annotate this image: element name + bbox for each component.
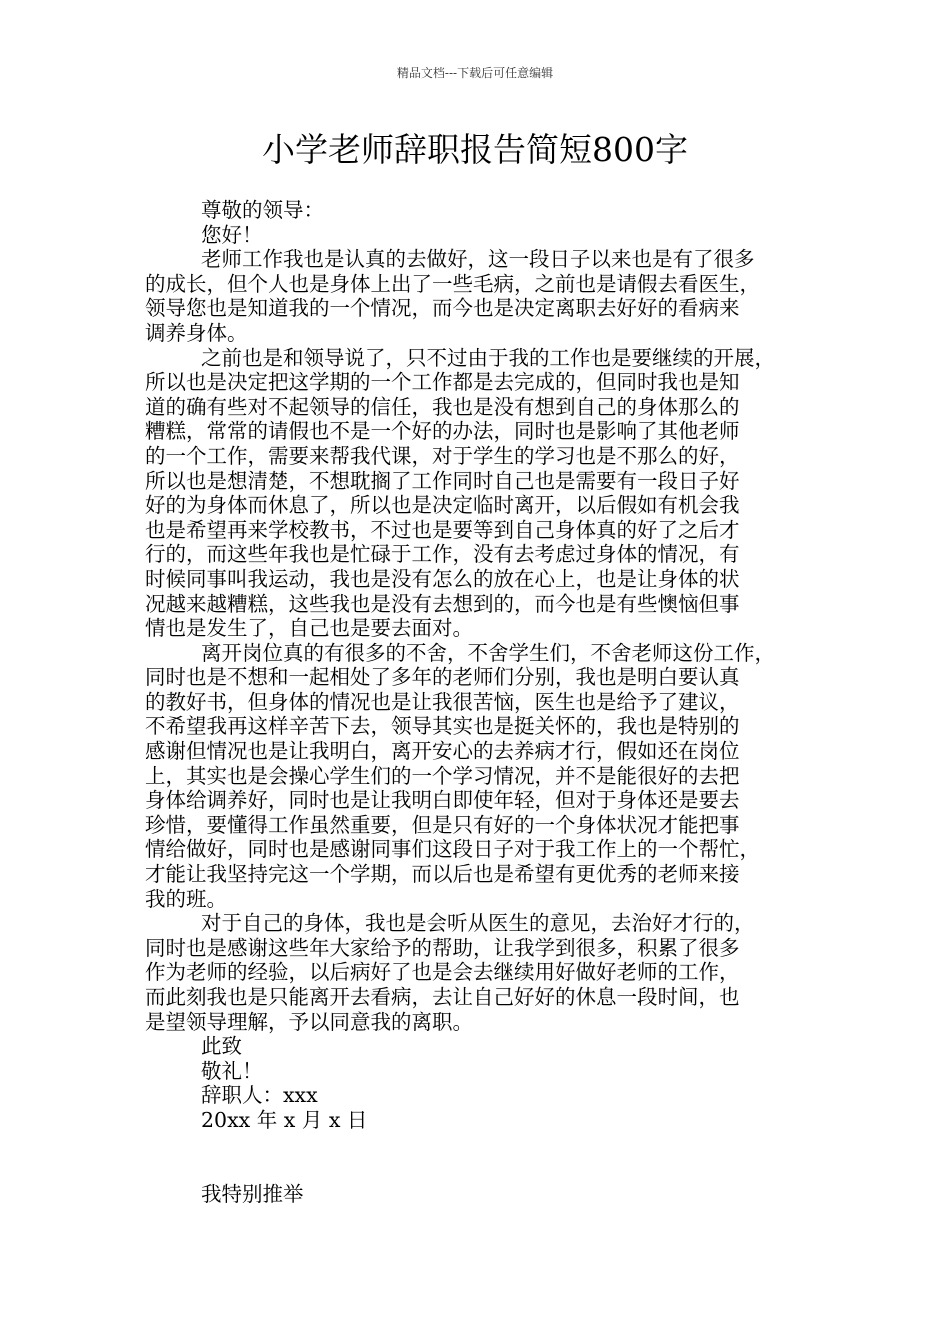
date: 20xx 年 x 月 x 日 xyxy=(201,1107,368,1132)
paragraph-line: 感谢但情况也是让我明白，离开安心的去养病才行，假如还在岗位 xyxy=(145,739,740,764)
blank-space xyxy=(145,1133,807,1182)
paragraph-line: 同时也是不想和一起相处了多年的老师们分别，我也是明白要认真 xyxy=(145,665,740,690)
paragraph-line: 的一个工作，需要来帮我代课，对于学生的学习也是不那么的好， xyxy=(145,443,740,468)
paragraph-line: 之前也是和领导说了，只不过由于我的工作也是要继续的开展， xyxy=(201,345,775,370)
paragraph-line: 所以也是想清楚，不想耽搁了工作同时自己也是需要有一段日子好 xyxy=(145,468,740,493)
paragraph-line: 时候同事叫我运动，我也是没有怎么的放在心上，也是让身体的状 xyxy=(145,566,740,591)
paragraph-line: 身体给调养好，同时也是让我明白即使年轻，但对于身体还是要去 xyxy=(145,788,740,813)
paragraph-line: 老师工作我也是认真的去做好，这一段日子以来也是有了很多 xyxy=(201,247,755,272)
paragraph-line: 是望领导理解，予以同意我的离职。 xyxy=(145,1009,473,1034)
paragraph-line: 道的确有些对不起领导的信任，我也是没有想到自己的身体那么的 xyxy=(145,394,740,419)
paragraph-line: 对于自己的身体，我也是会听从医生的意见，去治好才行的， xyxy=(201,911,755,936)
paragraph-line: 调养身体。 xyxy=(145,320,248,345)
paragraph-line: 行的，而这些年我也是忙碌于工作，没有去考虑过身体的情况，有 xyxy=(145,542,740,567)
paragraph-line: 才能让我坚持完这一个学期，而以后也是希望有更优秀的老师来接 xyxy=(145,862,740,887)
closing-line-1: 此致 xyxy=(201,1034,242,1059)
paragraph-4 xyxy=(145,911,807,1034)
paragraph-line: 离开岗位真的有很多的不舍，不舍学生们，不舍老师这份工作， xyxy=(201,640,775,665)
paragraph-line: 情给做好，同时也是感谢同事们这段日子对于我工作上的一个帮忙， xyxy=(145,837,760,862)
paragraph-line: 而此刻我也是只能离开去看病，去让自己好好的休息一段时间，也 xyxy=(145,985,740,1009)
paragraph-line: 上，其实也是会操心学生们的一个学习情况，并不是能很好的去把 xyxy=(145,763,740,788)
paragraph-3 xyxy=(145,641,807,912)
paragraph-line: 糟糕，常常的请假也不是一个好的办法，同时也是影响了其他老师 xyxy=(145,419,740,444)
paragraph-line: 的教好书，但身体的情况也是让我很苦恼，医生也是给予了建议， xyxy=(145,689,740,714)
paragraph-2 xyxy=(145,346,807,641)
paragraph-line: 情也是发生了，自己也是要去面对。 xyxy=(145,616,473,641)
paragraph-line: 作为老师的经验，以后病好了也是会去继续用好做好老师的工作， xyxy=(145,960,740,985)
paragraph-line: 好的为身体而休息了，所以也是决定临时离开，以后假如有机会我 xyxy=(145,493,740,518)
page-header-note: 精品文档---下载后可任意编辑 xyxy=(396,66,554,80)
greeting-hello: 您好！ xyxy=(201,222,263,247)
footer-text: 我特别推举 xyxy=(201,1181,304,1206)
paragraph-line: 珍惜，要懂得工作虽然重要，但是只有好的一个身体状况才能把事 xyxy=(145,812,740,837)
paragraph-line: 况越来越糟糕，这些我也是没有去想到的，而今也是有些懊恼但事 xyxy=(145,591,740,616)
paragraph-line: 也是希望再来学校教书，不过也是要等到自己身体真的好了之后才 xyxy=(145,517,740,542)
paragraph-line: 我的班。 xyxy=(145,886,227,911)
paragraph-line: 同时也是感谢这些年大家给予的帮助，让我学到很多，积累了很多 xyxy=(145,935,740,960)
paragraph-1 xyxy=(145,247,807,345)
paragraph-line: 所以也是决定把这学期的一个工作都是去完成的，但同时我也是知 xyxy=(145,370,740,395)
signature: 辞职人：xxx xyxy=(201,1083,318,1108)
paragraph-line: 领导您也是知道我的一个情况，而今也是决定离职去好好的看病来 xyxy=(145,296,740,321)
closing-line-2: 敬礼！ xyxy=(201,1058,263,1083)
salutation: 尊敬的领导： xyxy=(201,198,324,222)
document-body xyxy=(145,198,807,1206)
paragraph-line: 不希望我再这样辛苦下去，领导其实也是挺关怀的，我也是特别的 xyxy=(145,714,740,739)
paragraph-line: 的成长，但个人也是身体上出了一些毛病，之前也是请假去看医生， xyxy=(145,271,760,296)
document-title: 小学老师辞职报告简短800字 xyxy=(262,130,688,169)
